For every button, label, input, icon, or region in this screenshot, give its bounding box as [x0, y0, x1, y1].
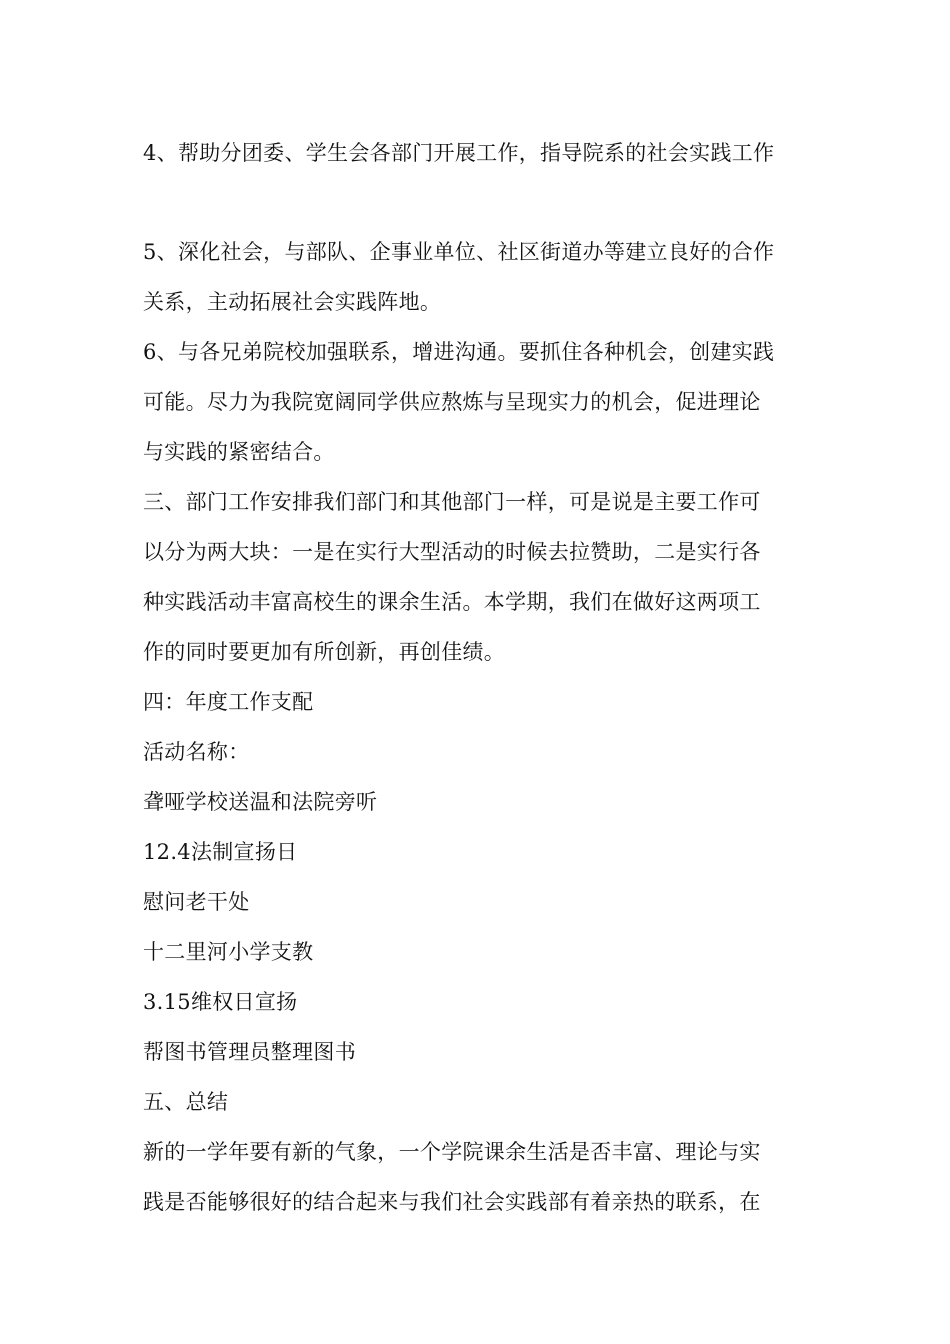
paragraph-item-6 — [143, 327, 811, 477]
activity-item: 帮图书管理员整理图书 — [143, 1040, 356, 1064]
section-heading: 五、总结 — [143, 1090, 229, 1114]
activity-label: 活动名称： — [143, 740, 250, 764]
text-line: 与实践的紧密结合。 — [143, 440, 335, 464]
activity-item: 12.4法制宣扬日 — [143, 840, 298, 864]
activity-item: 十二里河小学支教 — [143, 940, 314, 964]
text-line: 新的一学年要有新的气象，一个学院课余生活是否丰富、理论与实 — [143, 1140, 761, 1164]
text-line: 6、与各兄弟院校加强联系，增进沟通。要抓住各种机会，创建实践 — [143, 340, 775, 364]
text-line: 作的同时要更加有所创新，再创佳绩。 — [143, 640, 506, 664]
paragraph-item-4 — [143, 128, 811, 178]
text-line: 践是否能够很好的结合起来与我们社会实践部有着亲热的联系，在 — [143, 1190, 761, 1214]
paragraph-section-3 — [143, 477, 811, 677]
text-line: 关系，主动拓展社会实践阵地。 — [143, 290, 442, 314]
text-line: 以分为两大块：一是在实行大型活动的时候去拉赞助，二是实行各 — [143, 540, 761, 564]
text-line: 可能。尽力为我院宽阔同学供应熬炼与呈现实力的机会，促进理论 — [143, 390, 761, 414]
section-4 — [143, 677, 811, 1077]
activity-item: 3.15维权日宣扬 — [143, 990, 298, 1014]
text-line: 三、部门工作安排我们部门和其他部门一样，可是说是主要工作可 — [143, 490, 761, 514]
text-line: 4、帮助分团委、学生会各部门开展工作，指导院系的社会实践工作 — [143, 141, 775, 165]
text-line: 种实践活动丰富高校生的课余生活。本学期，我们在做好这两项工 — [143, 590, 761, 614]
activity-item: 慰问老干处 — [143, 890, 250, 914]
section-5 — [143, 1077, 811, 1227]
text-line: 5、深化社会，与部队、企事业单位、社区街道办等建立良好的合作 — [143, 240, 775, 264]
section-heading: 四：年度工作支配 — [143, 690, 314, 714]
paragraph-item-5 — [143, 227, 811, 327]
activity-item: 聋哑学校送温和法院旁听 — [143, 790, 378, 814]
